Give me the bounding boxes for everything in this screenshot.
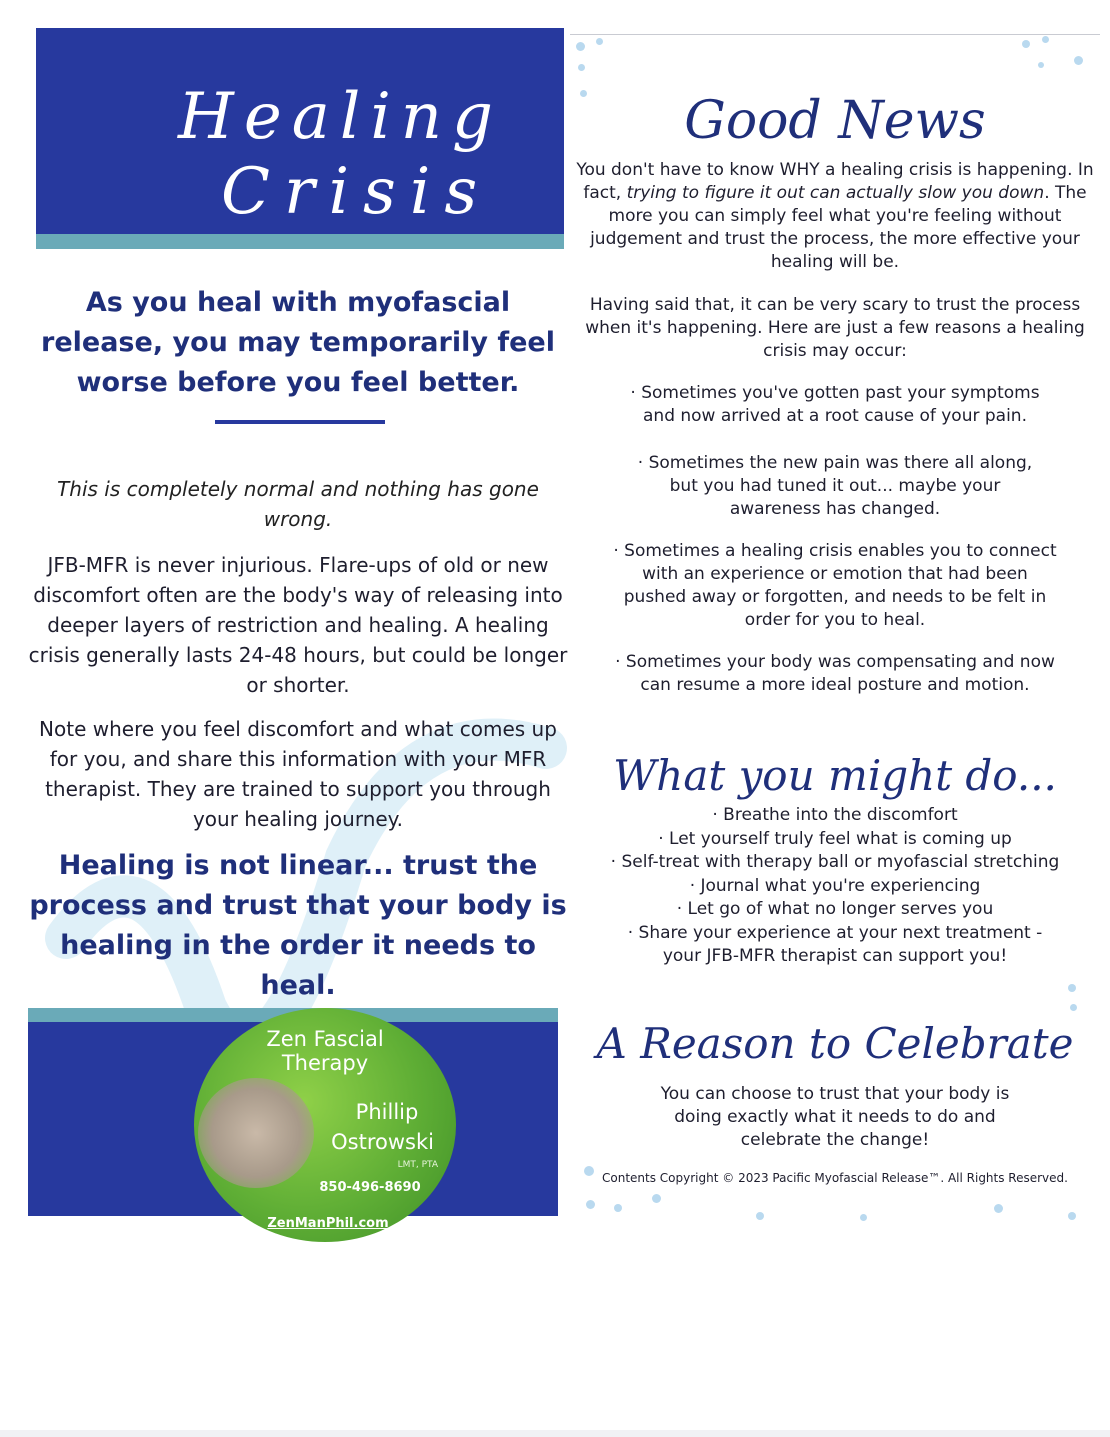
divider — [215, 420, 385, 424]
decor-dot — [1074, 56, 1083, 65]
good-news-heading: Good News — [684, 91, 986, 151]
decor-dot — [1068, 984, 1076, 992]
action-item-6: · Share your experience at your next treatment - your JFB-MFR therapist can support you! — [627, 923, 1043, 966]
decor-dot — [586, 1200, 595, 1209]
right-panel — [570, 28, 1102, 1220]
what-you-might-do-heading: What you might do... — [613, 751, 1057, 800]
celebrate-heading: A Reason to Celebrate — [596, 1019, 1074, 1068]
good-news-heading-graphic — [685, 66, 985, 166]
what-heading-graphic — [613, 718, 1057, 818]
reason-item-3: · Sometimes a healing crisis enables you to connect with an experience or emotion that had been pushed away or forgotten, and needs to be felt in order for you to heal. — [613, 541, 1057, 630]
good-news-paragraph-1 — [570, 159, 1100, 274]
business-card-badge — [194, 1008, 456, 1242]
action-item-5: · Let go of what no longer serves you — [676, 899, 994, 919]
decor-dot — [994, 1204, 1003, 1213]
decor-dot — [614, 1204, 622, 1212]
therapist-credentials: LMT, PTA — [397, 1160, 438, 1170]
reason-item-1: · Sometimes you've gotten past your symptoms and now arrived at a root cause of your pain. — [630, 383, 1040, 426]
decor-dot — [596, 38, 603, 45]
decor-dot — [756, 1212, 764, 1220]
title-script — [36, 28, 564, 234]
decor-dot — [576, 42, 585, 51]
explanation-paragraph: JFB-MFR is never injurious. Flare-ups of old or new discomfort often are the body's way of releasing into deeper layers of restriction and healing. A healing crisis generally lasts 24-48 hours, but could be longer or shorter. — [28, 553, 568, 697]
action-item-4: · Journal what you're experiencing — [689, 876, 981, 896]
title-stripe — [36, 234, 564, 249]
decor-dot — [578, 64, 585, 71]
website-link[interactable]: ZenManPhil.com — [267, 1216, 389, 1231]
scan-edge — [0, 1430, 1110, 1437]
celebrate-heading-graphic — [596, 988, 1074, 1088]
action-item-1: · Breathe into the discomfort — [712, 805, 958, 825]
decor-dot — [652, 1194, 661, 1203]
good-news-text-italic: trying to figure it out can actually slow you down — [626, 183, 1045, 203]
action-item-3: · Self-treat with therapy ball or myofascial stretching — [610, 852, 1060, 872]
decor-dot — [1070, 1004, 1077, 1011]
reassurance-text: This is completely normal and nothing has gone wrong. — [57, 477, 539, 531]
decor-dot — [580, 90, 587, 97]
decor-dot — [1068, 1212, 1076, 1220]
closing-statement: Healing is not linear... trust the process and trust that your body is healing in the order it needs to heal. — [29, 850, 567, 1001]
decor-dot — [1022, 40, 1030, 48]
phone-number: 850-496-8690 — [319, 1180, 421, 1195]
action-item-2: · Let yourself truly feel what is coming up — [658, 829, 1012, 849]
reason-item-4: · Sometimes your body was compensating and now can resume a more ideal posture and motion. — [615, 652, 1055, 695]
good-news-paragraph-2: Having said that, it can be very scary to trust the process when it's happening. Here are just a few reasons a healing crisis may occur: — [585, 295, 1085, 361]
reason-item-2: · Sometimes the new pain was there all along, but you had tuned it out... maybe your awareness has changed. — [637, 453, 1033, 519]
decor-dot — [860, 1214, 867, 1221]
therapist-last-name: Ostrowski — [331, 1130, 434, 1154]
therapist-first-name: Phillip — [355, 1100, 419, 1124]
hands-image — [198, 1078, 314, 1188]
good-news-text-a: You don't have to know WHY a healing crisis is happening. In fact, — [576, 160, 1094, 203]
title-line-2: Crisis — [221, 155, 492, 229]
left-panel — [28, 28, 568, 1231]
title-line-1: Healing — [178, 80, 503, 154]
top-border — [570, 34, 1100, 35]
business-name-line-1: Zen Fascial — [266, 1027, 384, 1051]
good-news-text-b: . The more you can simply feel what you're feeling without judgement and trust the process, the more effective your healing will be. — [590, 183, 1087, 272]
celebrate-text: You can choose to trust that your body is doing exactly what it needs to do and celebrate the change! — [660, 1084, 1010, 1150]
lead-statement: As you heal with myofascial release, you may temporarily feel worse before you feel better. — [41, 287, 555, 398]
decor-dot — [1038, 62, 1044, 68]
decor-dot — [1042, 36, 1049, 43]
copyright-notice: Contents Copyright © 2023 Pacific Myofascial Release™. All Rights Reserved. — [602, 1171, 1068, 1185]
advice-paragraph: Note where you feel discomfort and what comes up for you, and share this information with your MFR therapist. They are trained to support you through your healing journey. — [39, 717, 557, 831]
business-name-line-2: Therapy — [281, 1051, 369, 1075]
